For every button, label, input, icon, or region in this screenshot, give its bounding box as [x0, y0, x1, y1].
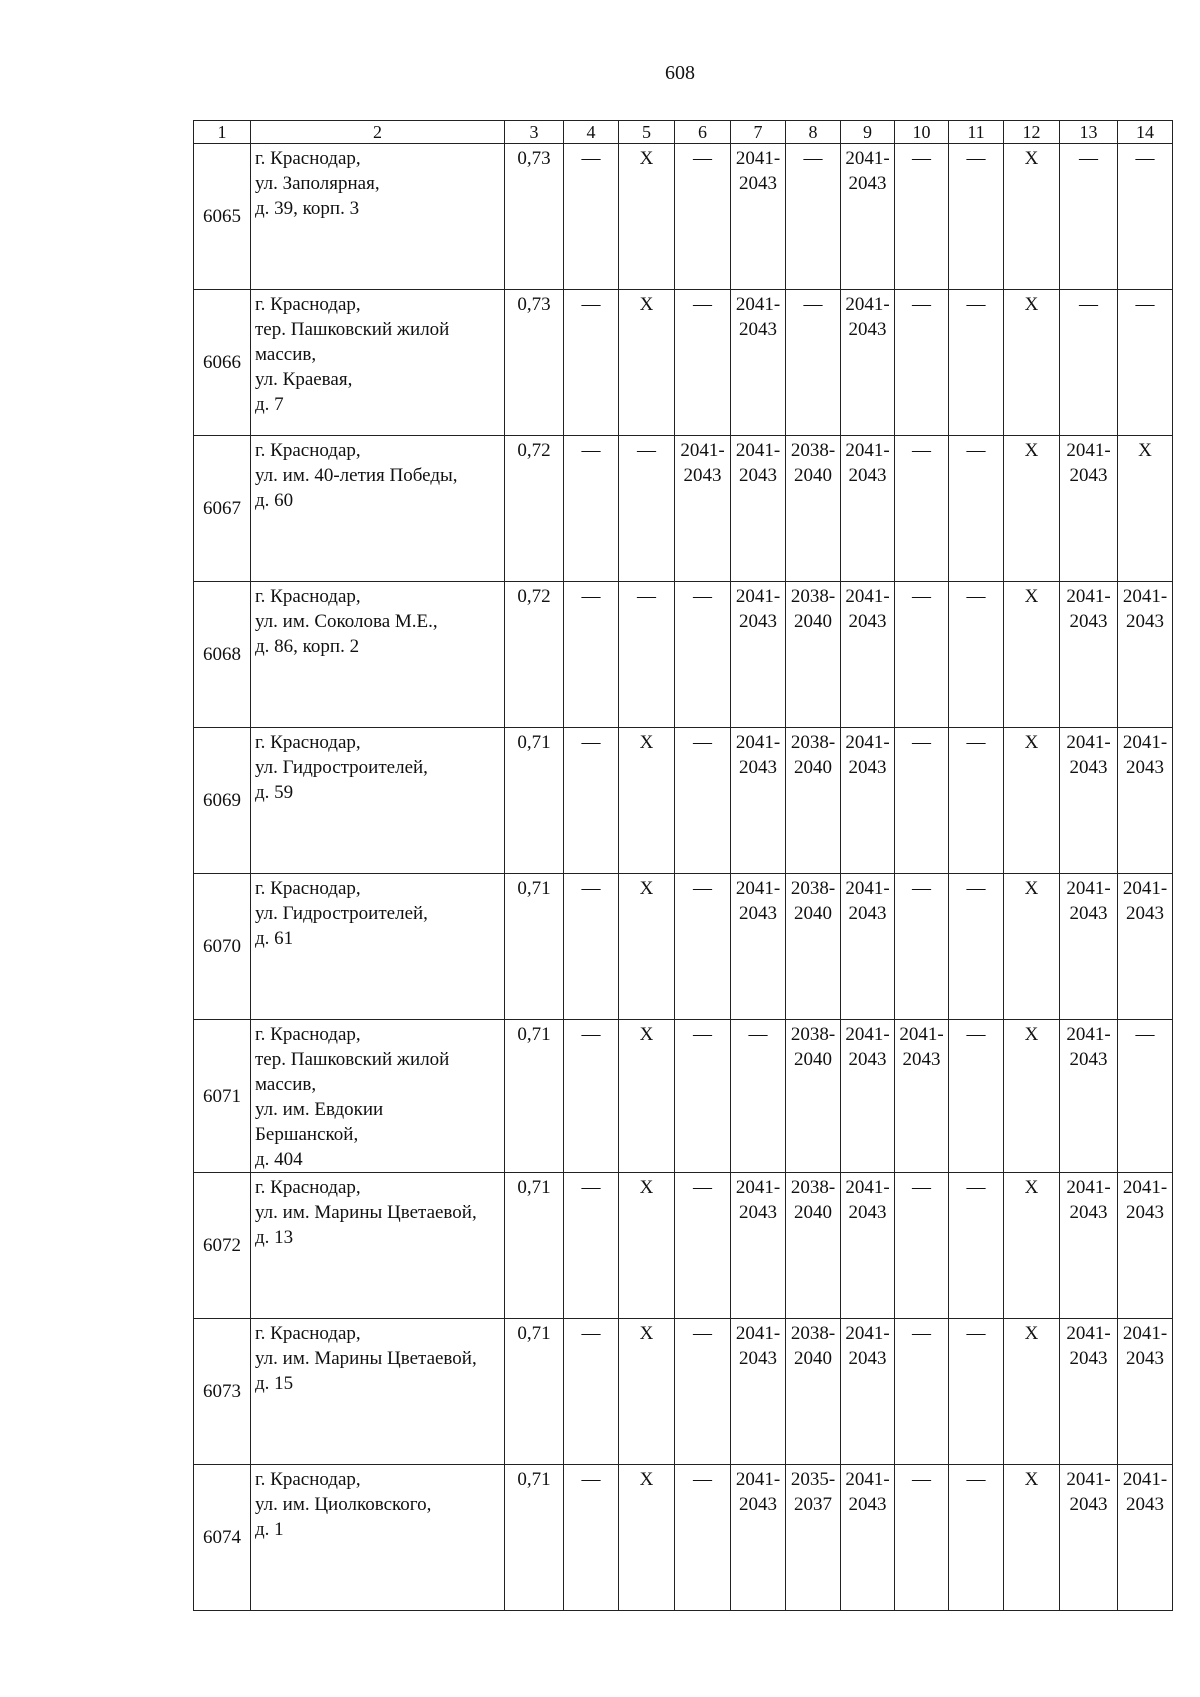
value-cell-7: 2041- 2043 — [731, 1465, 786, 1611]
value-cell-6: — — [675, 1465, 731, 1611]
value-cell-12: X — [1004, 1020, 1060, 1173]
value-cell-14: 2041- 2043 — [1118, 582, 1173, 728]
row-number-cell: 6066 — [194, 290, 251, 436]
value-cell-13: — — [1060, 144, 1118, 290]
row-number-cell: 6068 — [194, 582, 251, 728]
value-cell-9: 2041- 2043 — [841, 582, 895, 728]
value-cell-3: 0,72 — [505, 436, 564, 582]
column-header: 12 — [1004, 121, 1060, 144]
table-row — [194, 874, 1173, 1020]
value-cell-9: 2041- 2043 — [841, 1020, 895, 1173]
table-row — [194, 144, 1173, 290]
value-cell-4: — — [564, 144, 619, 290]
value-cell-13: 2041- 2043 — [1060, 1173, 1118, 1319]
value-cell-14: 2041- 2043 — [1118, 1465, 1173, 1611]
value-cell-11: — — [949, 144, 1004, 290]
value-cell-4: — — [564, 1465, 619, 1611]
column-header: 10 — [895, 121, 949, 144]
table-row — [194, 1465, 1173, 1611]
value-cell-9: 2041- 2043 — [841, 436, 895, 582]
value-cell-13: 2041- 2043 — [1060, 1319, 1118, 1465]
value-cell-13: 2041- 2043 — [1060, 436, 1118, 582]
value-cell-6: — — [675, 582, 731, 728]
column-header: 7 — [731, 121, 786, 144]
value-cell-9: 2041- 2043 — [841, 290, 895, 436]
column-header: 8 — [786, 121, 841, 144]
address-cell: г. Краснодар, тер. Пашковский жилой массив, ул. им. Евдокии Бершанской, д. 404 — [251, 1020, 505, 1173]
column-header: 14 — [1118, 121, 1173, 144]
row-number-cell: 6073 — [194, 1319, 251, 1465]
value-cell-11: — — [949, 290, 1004, 436]
value-cell-14: 2041- 2043 — [1118, 728, 1173, 874]
table-row — [194, 290, 1173, 436]
value-cell-3: 0,73 — [505, 144, 564, 290]
value-cell-3: 0,71 — [505, 874, 564, 1020]
value-cell-14: X — [1118, 436, 1173, 582]
address-cell: г. Краснодар, тер. Пашковский жилой массив, ул. Краевая, д. 7 — [251, 290, 505, 436]
address-cell: г. Краснодар, ул. Гидростроителей, д. 61 — [251, 874, 505, 1020]
value-cell-14: — — [1118, 290, 1173, 436]
page-number: 608 — [665, 62, 695, 84]
value-cell-13: — — [1060, 290, 1118, 436]
value-cell-6: 2041- 2043 — [675, 436, 731, 582]
value-cell-3: 0,71 — [505, 1173, 564, 1319]
table-row — [194, 1173, 1173, 1319]
value-cell-10: — — [895, 290, 949, 436]
value-cell-5: X — [619, 1020, 675, 1173]
row-number-cell: 6071 — [194, 1020, 251, 1173]
address-cell: г. Краснодар, ул. им. Марины Цветаевой, д. 13 — [251, 1173, 505, 1319]
value-cell-4: — — [564, 1319, 619, 1465]
value-cell-11: — — [949, 1020, 1004, 1173]
value-cell-13: 2041- 2043 — [1060, 1020, 1118, 1173]
value-cell-7: 2041- 2043 — [731, 436, 786, 582]
value-cell-11: — — [949, 436, 1004, 582]
value-cell-10: — — [895, 1173, 949, 1319]
value-cell-7: — — [731, 1020, 786, 1173]
value-cell-9: 2041- 2043 — [841, 144, 895, 290]
value-cell-12: X — [1004, 436, 1060, 582]
value-cell-5: X — [619, 144, 675, 290]
value-cell-5: — — [619, 582, 675, 728]
value-cell-5: X — [619, 1173, 675, 1319]
value-cell-7: 2041- 2043 — [731, 290, 786, 436]
value-cell-10: — — [895, 728, 949, 874]
value-cell-8: — — [786, 290, 841, 436]
value-cell-4: — — [564, 728, 619, 874]
column-header: 4 — [564, 121, 619, 144]
address-cell: г. Краснодар, ул. Заполярная, д. 39, корп. 3 — [251, 144, 505, 290]
value-cell-10: — — [895, 144, 949, 290]
value-cell-8: 2038- 2040 — [786, 874, 841, 1020]
value-cell-13: 2041- 2043 — [1060, 728, 1118, 874]
value-cell-14: 2041- 2043 — [1118, 1319, 1173, 1465]
value-cell-12: X — [1004, 144, 1060, 290]
address-cell: г. Краснодар, ул. им. Марины Цветаевой, д. 15 — [251, 1319, 505, 1465]
value-cell-8: 2038- 2040 — [786, 728, 841, 874]
value-cell-10: — — [895, 1319, 949, 1465]
register-table — [193, 120, 1173, 1611]
value-cell-5: X — [619, 728, 675, 874]
table-row — [194, 436, 1173, 582]
value-cell-3: 0,71 — [505, 1020, 564, 1173]
value-cell-6: — — [675, 1020, 731, 1173]
row-number-cell: 6070 — [194, 874, 251, 1020]
value-cell-9: 2041- 2043 — [841, 1465, 895, 1611]
value-cell-9: 2041- 2043 — [841, 1173, 895, 1319]
column-header: 13 — [1060, 121, 1118, 144]
column-header: 3 — [505, 121, 564, 144]
value-cell-8: 2038- 2040 — [786, 436, 841, 582]
value-cell-5: X — [619, 874, 675, 1020]
table-body — [194, 121, 1173, 1611]
value-cell-8: 2038- 2040 — [786, 1319, 841, 1465]
value-cell-7: 2041- 2043 — [731, 1319, 786, 1465]
value-cell-8: 2038- 2040 — [786, 1173, 841, 1319]
value-cell-9: 2041- 2043 — [841, 874, 895, 1020]
value-cell-13: 2041- 2043 — [1060, 874, 1118, 1020]
value-cell-11: — — [949, 874, 1004, 1020]
address-cell: г. Краснодар, ул. им. Соколова М.Е., д. 86, корп. 2 — [251, 582, 505, 728]
value-cell-10: — — [895, 436, 949, 582]
value-cell-10: — — [895, 582, 949, 728]
value-cell-5: X — [619, 290, 675, 436]
value-cell-8: — — [786, 144, 841, 290]
value-cell-14: 2041- 2043 — [1118, 1173, 1173, 1319]
value-cell-4: — — [564, 874, 619, 1020]
row-number-cell: 6067 — [194, 436, 251, 582]
row-number-cell: 6074 — [194, 1465, 251, 1611]
value-cell-7: 2041- 2043 — [731, 728, 786, 874]
value-cell-6: — — [675, 1319, 731, 1465]
value-cell-12: X — [1004, 728, 1060, 874]
value-cell-8: 2035- 2037 — [786, 1465, 841, 1611]
address-cell: г. Краснодар, ул. Гидростроителей, д. 59 — [251, 728, 505, 874]
value-cell-4: — — [564, 290, 619, 436]
value-cell-9: 2041- 2043 — [841, 728, 895, 874]
value-cell-12: X — [1004, 1465, 1060, 1611]
column-header: 9 — [841, 121, 895, 144]
table-row — [194, 728, 1173, 874]
value-cell-8: 2038- 2040 — [786, 1020, 841, 1173]
value-cell-12: X — [1004, 290, 1060, 436]
value-cell-13: 2041- 2043 — [1060, 582, 1118, 728]
value-cell-3: 0,73 — [505, 290, 564, 436]
value-cell-3: 0,71 — [505, 1465, 564, 1611]
value-cell-3: 0,71 — [505, 728, 564, 874]
value-cell-11: — — [949, 582, 1004, 728]
table-row — [194, 1020, 1173, 1173]
value-cell-6: — — [675, 1173, 731, 1319]
value-cell-7: 2041- 2043 — [731, 144, 786, 290]
value-cell-6: — — [675, 144, 731, 290]
value-cell-12: X — [1004, 582, 1060, 728]
value-cell-11: — — [949, 1319, 1004, 1465]
value-cell-11: — — [949, 728, 1004, 874]
value-cell-4: — — [564, 582, 619, 728]
value-cell-6: — — [675, 290, 731, 436]
value-cell-7: 2041- 2043 — [731, 874, 786, 1020]
value-cell-10: — — [895, 1465, 949, 1611]
value-cell-3: 0,71 — [505, 1319, 564, 1465]
value-cell-14: — — [1118, 144, 1173, 290]
row-number-cell: 6065 — [194, 144, 251, 290]
value-cell-8: 2038- 2040 — [786, 582, 841, 728]
column-header: 5 — [619, 121, 675, 144]
column-header: 1 — [194, 121, 251, 144]
value-cell-5: X — [619, 1319, 675, 1465]
value-cell-10: 2041- 2043 — [895, 1020, 949, 1173]
value-cell-11: — — [949, 1465, 1004, 1611]
row-number-cell: 6072 — [194, 1173, 251, 1319]
value-cell-7: 2041- 2043 — [731, 1173, 786, 1319]
address-cell: г. Краснодар, ул. им. 40-летия Победы, д. 60 — [251, 436, 505, 582]
value-cell-6: — — [675, 728, 731, 874]
column-header: 11 — [949, 121, 1004, 144]
address-cell: г. Краснодар, ул. им. Циолковского, д. 1 — [251, 1465, 505, 1611]
value-cell-10: — — [895, 874, 949, 1020]
value-cell-4: — — [564, 436, 619, 582]
value-cell-3: 0,72 — [505, 582, 564, 728]
table-row — [194, 582, 1173, 728]
value-cell-13: 2041- 2043 — [1060, 1465, 1118, 1611]
value-cell-6: — — [675, 874, 731, 1020]
value-cell-5: — — [619, 436, 675, 582]
value-cell-12: X — [1004, 874, 1060, 1020]
value-cell-14: 2041- 2043 — [1118, 874, 1173, 1020]
value-cell-4: — — [564, 1173, 619, 1319]
value-cell-4: — — [564, 1020, 619, 1173]
column-header-row — [194, 121, 1173, 144]
table-row — [194, 1319, 1173, 1465]
column-header: 6 — [675, 121, 731, 144]
value-cell-14: — — [1118, 1020, 1173, 1173]
value-cell-11: — — [949, 1173, 1004, 1319]
column-header: 2 — [251, 121, 505, 144]
value-cell-7: 2041- 2043 — [731, 582, 786, 728]
row-number-cell: 6069 — [194, 728, 251, 874]
value-cell-12: X — [1004, 1173, 1060, 1319]
value-cell-5: X — [619, 1465, 675, 1611]
value-cell-9: 2041- 2043 — [841, 1319, 895, 1465]
value-cell-12: X — [1004, 1319, 1060, 1465]
